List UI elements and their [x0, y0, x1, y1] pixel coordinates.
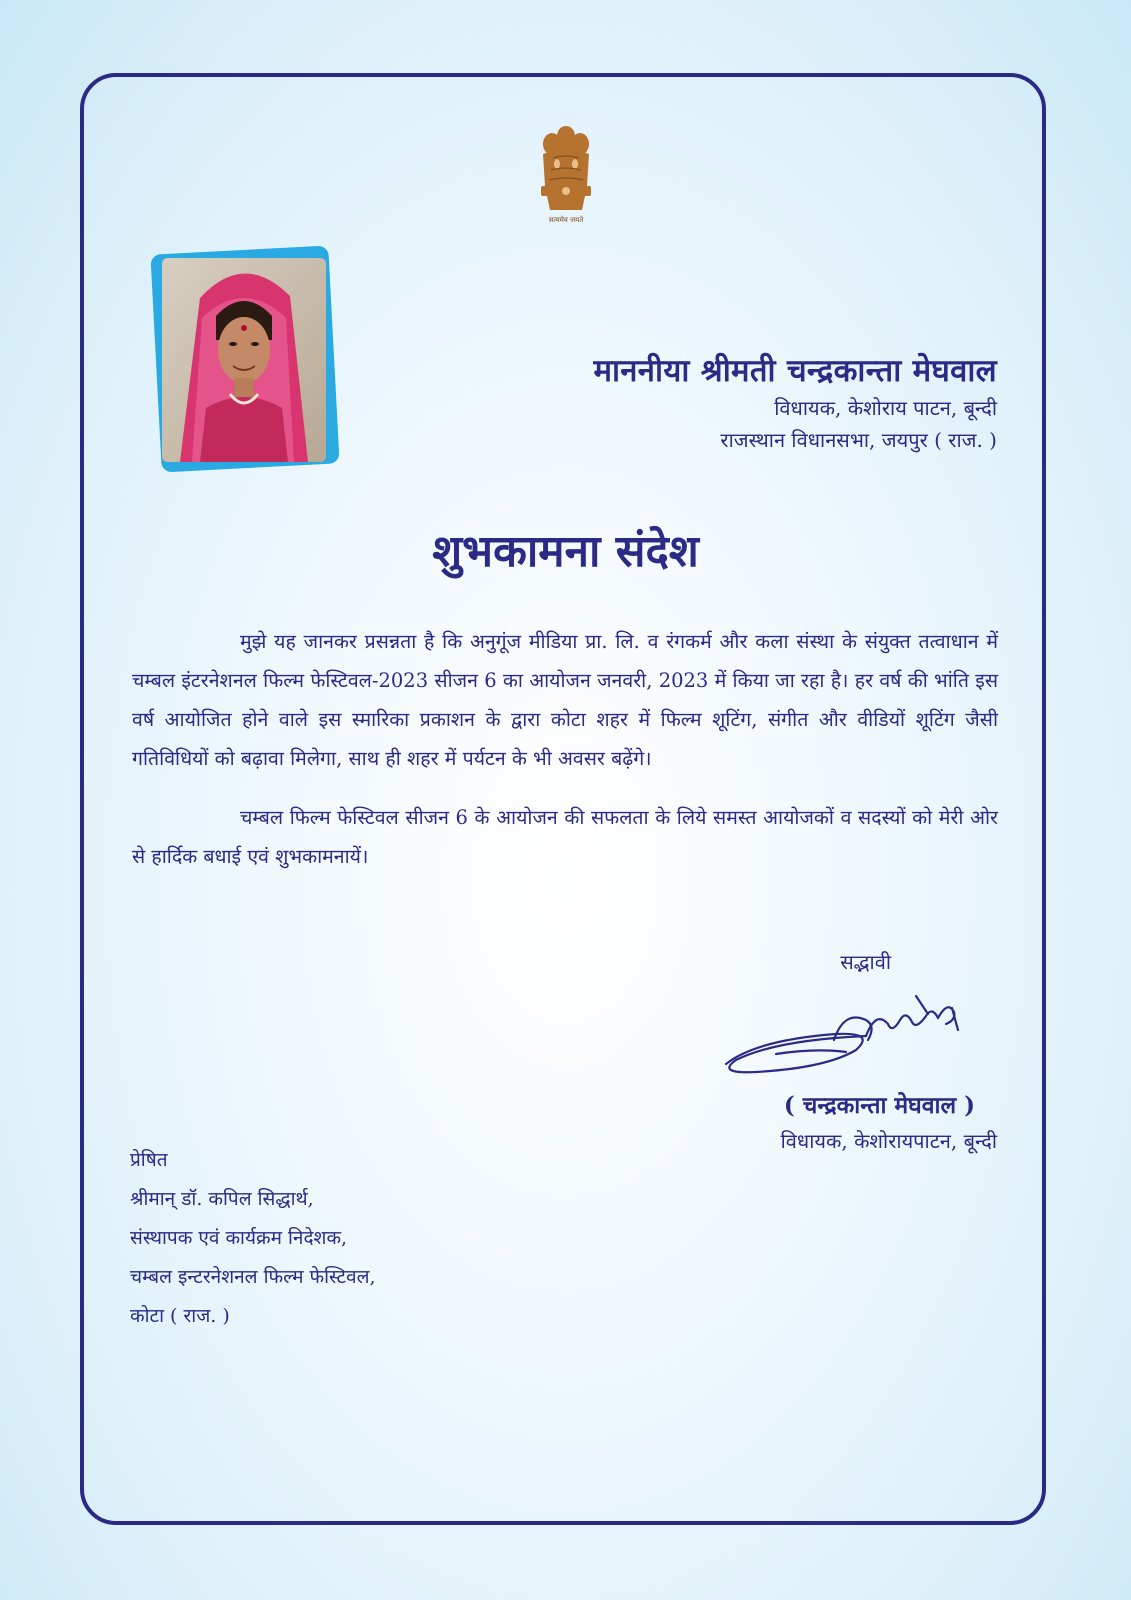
- address-line: श्रीमान् डॉ. कपिल सिद्धार्थ,: [130, 1188, 314, 1210]
- address-line: प्रेषित: [130, 1149, 168, 1171]
- recipient-address: [130, 1141, 376, 1336]
- address-line: कोटा ( राज. ): [130, 1305, 230, 1327]
- page-title: शुभकामना संदेश: [432, 526, 699, 577]
- sender-name: माननीया श्रीमती चन्द्रकान्ता मेघवाल: [593, 353, 997, 389]
- signatory-designation: विधायक, केशोरायपाटन, बून्दी: [780, 1129, 997, 1153]
- sender-assembly: राजस्थान विधानसभा, जयपुर ( राज. ): [720, 428, 997, 452]
- message-body: [132, 622, 998, 896]
- message-paragraph: मुझे यह जानकर प्रसन्नता है कि अनुगूंज मीडिया प्रा. लि. व रंगकर्म और कला संस्था के संयुक्त तत्वाधान में चम्बल इंटरनेशनल फिल्म फेस्टिवल-2023 सीजन 6 का आयोजन जनवरी, 2023 में किया जा रहा है। हर वर्ष की भांति इस वर्ष आयोजित होने वाले इस स्मारिका प्रकाशन के द्वारा कोटा शहर में फिल्म शूटिंग, संगीत और वीडियों शूटिंग जैसी गतिविधियों को बढ़ावा मिलेगा, साथ ही शहर में पर्यटन के भी अवसर बढ़ेंगे।: [132, 630, 998, 770]
- address-line: संस्थापक एवं कार्यक्रम निदेशक,: [130, 1227, 348, 1249]
- signature-block: [781, 1088, 997, 1158]
- message-paragraph: चम्बल फिल्म फेस्टिवल सीजन 6 के आयोजन की सफलता के लिये समस्त आयोजकों व सदस्यों को मेरी ओर से हार्दिक बधाई एवं शुभकामनायें।: [132, 806, 998, 868]
- closing-word: सद्भावी: [840, 950, 891, 974]
- sender-header: [593, 350, 997, 456]
- handwritten-signature: [716, 990, 976, 1090]
- ashoka-emblem-icon: [535, 124, 597, 228]
- address-line: चम्बल इन्टरनेशनल फिल्म फेस्टिवल,: [130, 1266, 376, 1288]
- sender-designation: विधायक, केशोराय पाटन, बून्दी: [774, 396, 997, 420]
- signatory-name: ( चन्द्रकान्ता मेघवाल ): [783, 1092, 975, 1119]
- portrait-photo: [156, 250, 336, 472]
- emblem-motto: सत्यमेव जयते: [548, 216, 584, 224]
- portrait-image: [162, 258, 326, 462]
